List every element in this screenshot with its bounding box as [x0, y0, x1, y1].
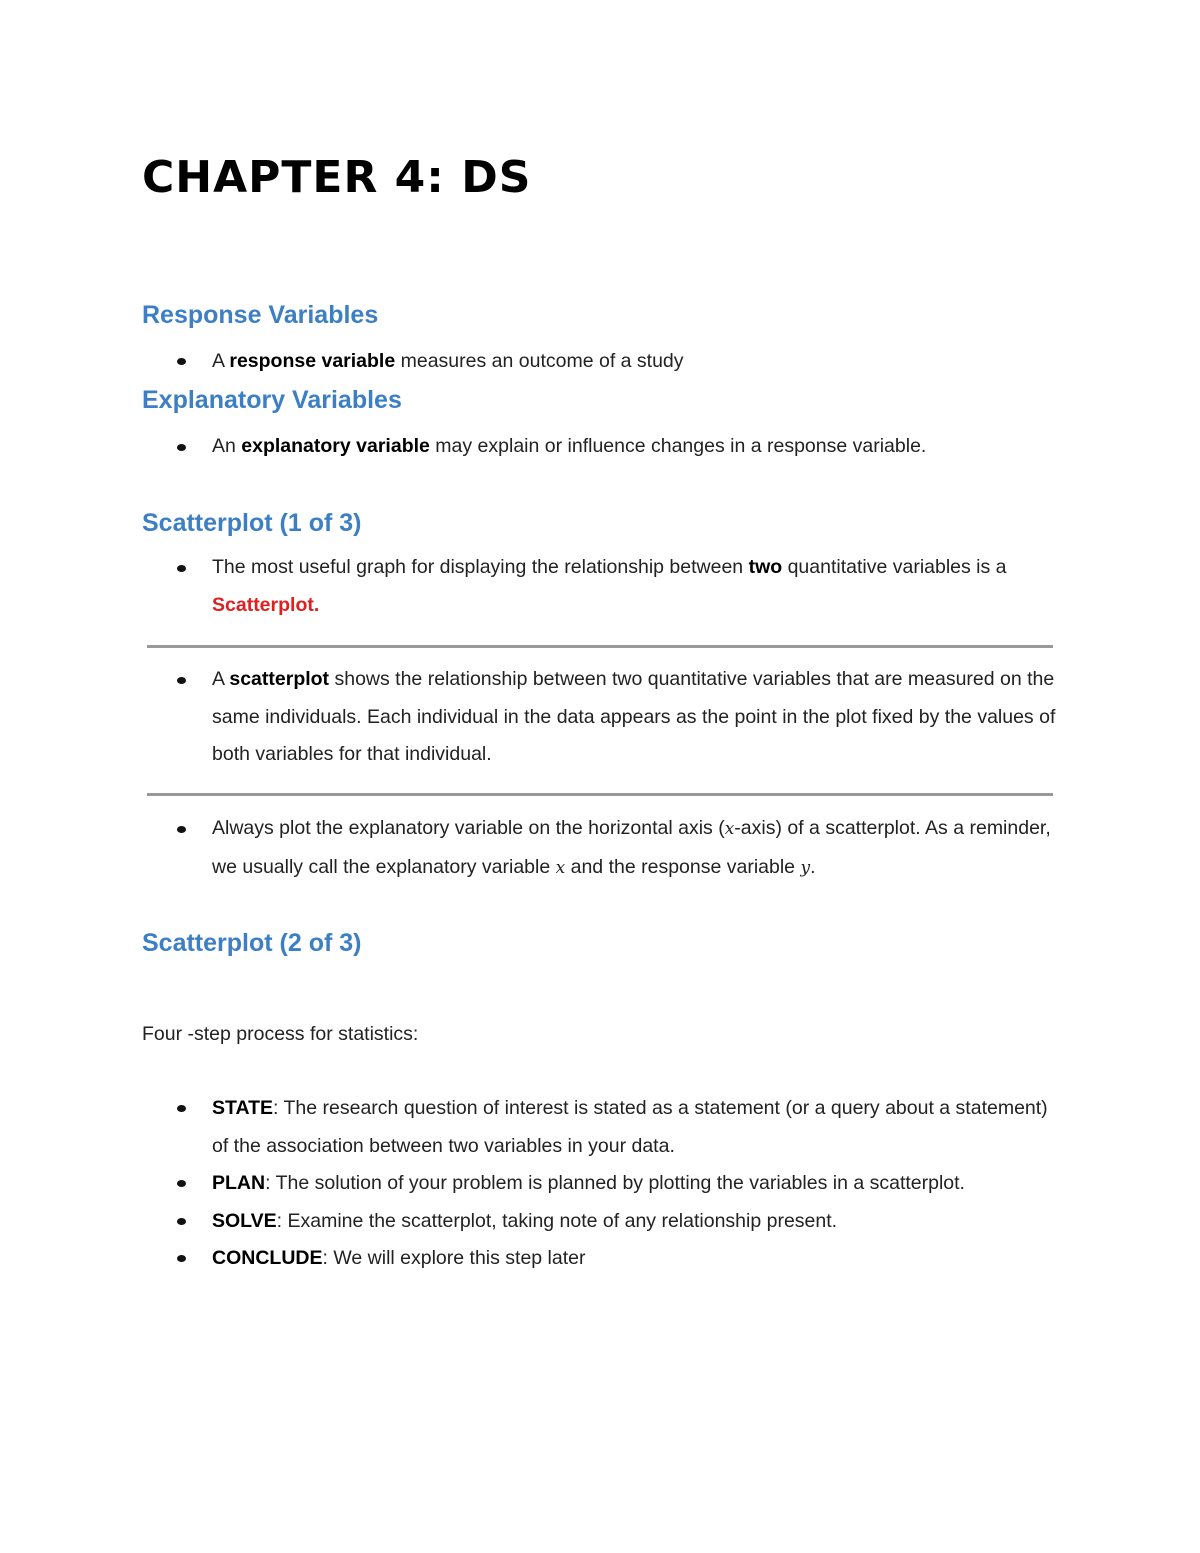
- list-item: [212, 343, 1062, 381]
- bullet-icon: [177, 1180, 186, 1187]
- text: A: [212, 668, 230, 690]
- text: .: [810, 855, 816, 878]
- bullet-icon: [177, 1255, 186, 1262]
- heading-explanatory-variables: Explanatory Variables: [142, 386, 402, 414]
- list-item: [212, 1203, 1062, 1241]
- text: quantitative variables is a: [782, 556, 1007, 578]
- divider: [147, 793, 1053, 796]
- list-item: [212, 549, 1062, 624]
- step-label-state: STATE: [212, 1097, 274, 1119]
- bullet-icon: [177, 826, 186, 833]
- heading-response-variables: Response Variables: [142, 301, 379, 329]
- term-scatterplot: scatterplot: [229, 668, 330, 690]
- list-item: [212, 810, 1062, 887]
- math-variable-x: x: [555, 857, 566, 878]
- bullet-icon: [177, 565, 186, 572]
- text: may explain or influence changes in a response variable.: [429, 435, 927, 457]
- heading-scatterplot-2: Scatterplot (2 of 3): [142, 929, 362, 957]
- intro-text: Four -step process for statistics:: [142, 1023, 419, 1045]
- heading-scatterplot-1: Scatterplot (1 of 3): [142, 509, 362, 537]
- bullet-icon: [177, 1105, 186, 1112]
- text: -axis) of a scatterplot. As a reminder, we usually call the explanatory variable: [212, 817, 1051, 878]
- bullet-icon: [177, 1218, 186, 1225]
- text: and the response variable: [565, 855, 801, 878]
- term-two: two: [748, 556, 783, 578]
- bullet-icon: [177, 677, 186, 684]
- term-scatterplot-highlight: Scatterplot.: [212, 593, 320, 616]
- text: The most useful graph for displaying the relationship between: [212, 556, 749, 578]
- list-item: [212, 1240, 1062, 1278]
- bullet-icon: [177, 444, 186, 451]
- list-item: [212, 428, 1062, 466]
- list-item: [212, 661, 1062, 774]
- text: A: [212, 350, 230, 372]
- divider: [147, 645, 1053, 648]
- term-explanatory-variable: explanatory variable: [241, 435, 430, 457]
- text: An: [212, 435, 242, 457]
- bullet-icon: [177, 358, 186, 365]
- page-title: CHAPTER 4: DS: [142, 152, 532, 203]
- list-item: [212, 1090, 1062, 1165]
- step-label-plan: PLAN: [212, 1172, 266, 1194]
- text: : The solution of your problem is planned by plotting the variables in a scatterplot.: [265, 1172, 965, 1194]
- step-label-conclude: CONCLUDE: [212, 1247, 323, 1269]
- text: : Examine the scatterplot, taking note of any relationship present.: [276, 1210, 838, 1232]
- text: : The research question of interest is stated as a statement (or a query about a statement) of the association between two variables in your data.: [212, 1097, 1048, 1157]
- text: shows the relationship between two quantitative variables that are measured on the same individuals. Each individual in the data appears as the point in the plot fixed by the values of both variables for that individual.: [212, 668, 1056, 765]
- list-item: [212, 1165, 1062, 1203]
- step-label-solve: SOLVE: [212, 1210, 277, 1232]
- math-variable-y: y: [800, 857, 811, 878]
- text: measures an outcome of a study: [395, 350, 684, 372]
- text: Always plot the explanatory variable on the horizontal axis (: [212, 817, 725, 839]
- text: : We will explore this step later: [322, 1247, 586, 1269]
- math-variable-x: x: [724, 819, 735, 839]
- term-response-variable: response variable: [229, 350, 396, 372]
